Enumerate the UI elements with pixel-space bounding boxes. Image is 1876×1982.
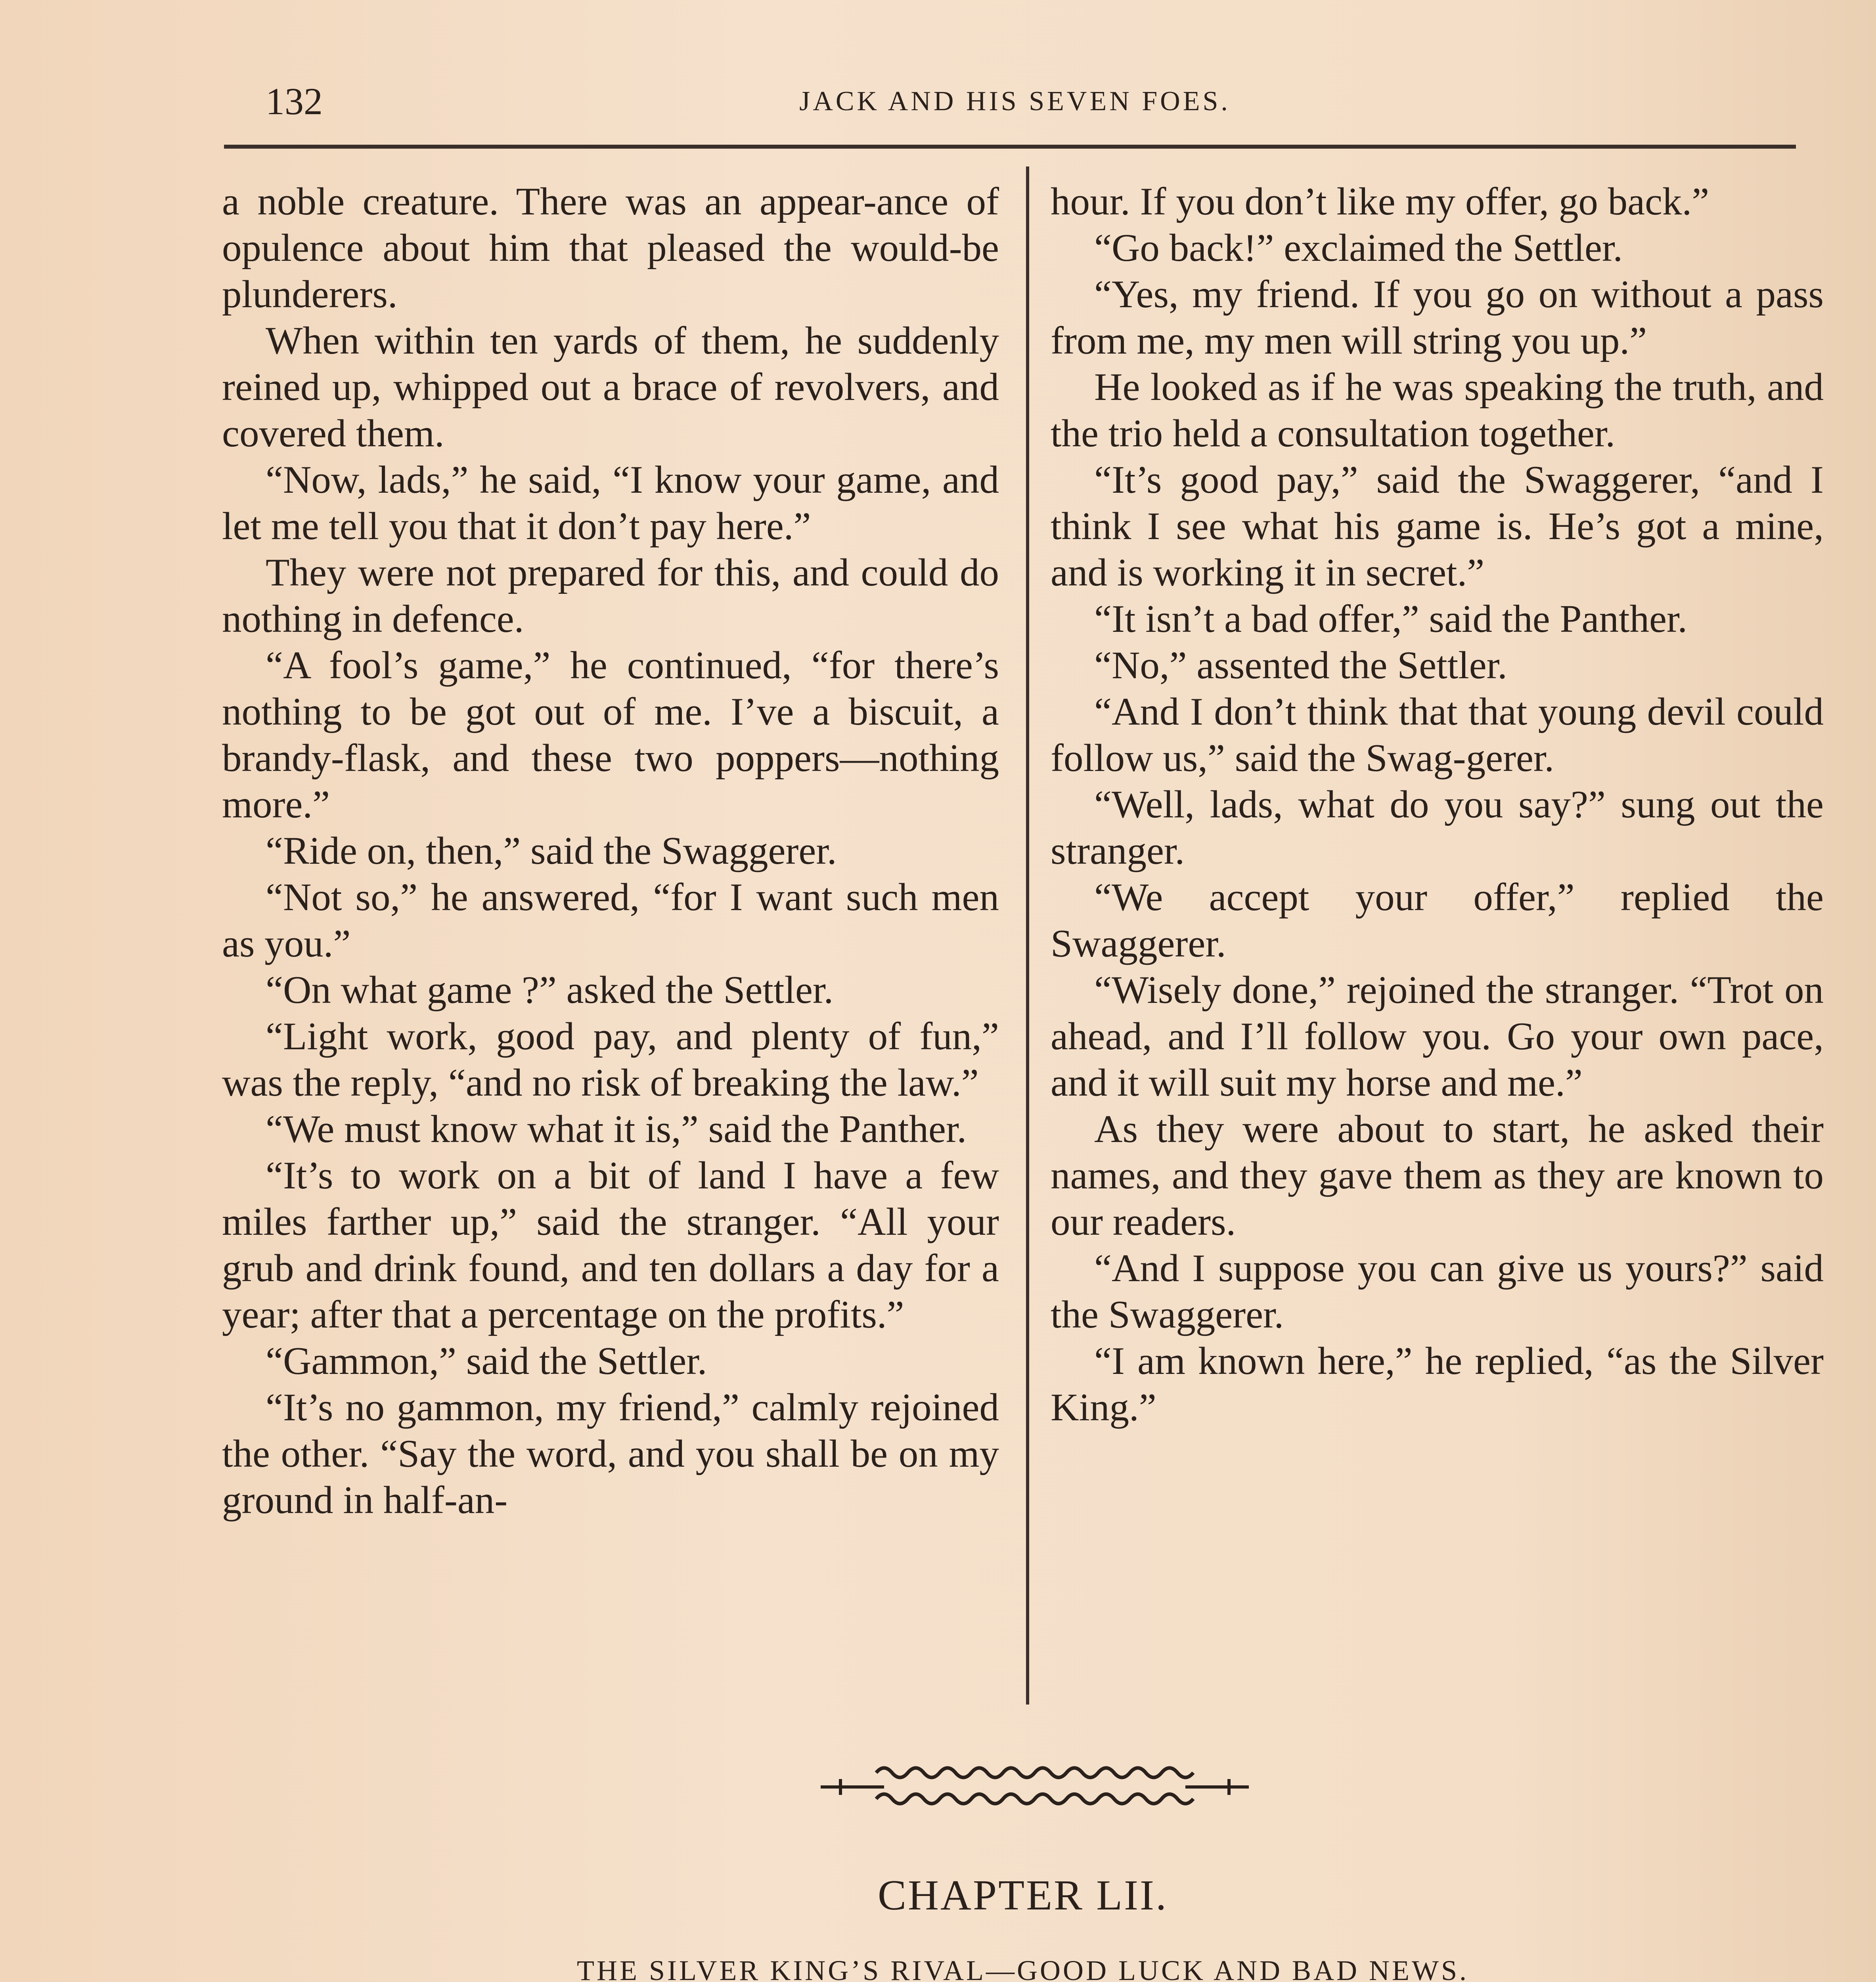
paragraph: “Go back!” exclaimed the Settler. <box>1094 226 1623 270</box>
paragraph: “It’s no gammon, my friend,” calmly rejoined the other. “Say the word, and you shall be on my ground in half-an- <box>222 1386 999 1522</box>
column-divider-top <box>1026 166 1029 1705</box>
paragraph: “Well, lads, what do you say?” sung out the stranger. <box>1051 783 1824 872</box>
ornament-divider <box>813 1756 1257 1816</box>
paragraph: “Not so,” he answered, “for I want such men as you.” <box>222 876 999 965</box>
paragraph: “It’s good pay,” said the Swaggerer, “and I think I see what his game is. He’s got a mine, and is working it in secret.” <box>1051 458 1824 594</box>
paragraph: hour. If you don’t like my offer, go back.” <box>1051 180 1709 223</box>
paragraph: “And I don’t think that that young devil could follow us,” said the Swag-gerer. <box>1051 690 1824 780</box>
chapter-subtitle: THE SILVER KING’S RIVAL—GOOD LUCK AND BAD NEWS. <box>576 1955 1469 1982</box>
paragraph: When within ten yards of them, he suddenly reined up, whipped out a brace of revolvers, and covered them. <box>222 319 999 455</box>
paragraph: “No,” assented the Settler. <box>1094 644 1507 687</box>
paragraph: “And I suppose you can give us yours?” said the Swaggerer. <box>1051 1247 1824 1336</box>
paragraph: He looked as if he was speaking the truth, and the trio held a consultation together. <box>1051 365 1824 455</box>
top-right-column <box>1051 178 1824 1431</box>
page-number: 132 <box>266 80 323 122</box>
running-title: JACK AND HIS SEVEN FOES. <box>799 86 1231 117</box>
paragraph: “Now, lads,” he said, “I know your game, and let me tell you that it don’t pay here.” <box>222 458 999 548</box>
paragraph: They were not prepared for this, and could do nothing in defence. <box>222 551 999 641</box>
paragraph: “Gammon,” said the Settler. <box>266 1339 707 1383</box>
paragraph: “I am known here,” he replied, “as the Silver King.” <box>1051 1339 1824 1429</box>
chapter-title: CHAPTER LII. <box>878 1872 1168 1919</box>
paragraph: “It isn’t a bad offer,” said the Panther. <box>1094 597 1688 641</box>
paragraph: a noble creature. There was an appear-ance of opulence about him that pleased the would-be plunderers. <box>222 180 999 316</box>
paragraph: “It’s to work on a bit of land I have a few miles farther up,” said the stranger. “All your grub and drink found, and ten dollars a day for a year; after that a percentage on the profits.” <box>222 1154 999 1336</box>
paragraph: “Light work, good pay, and plenty of fun,” was the reply, “and no risk of breaking the law.” <box>222 1015 999 1104</box>
paragraph: “Wisely done,” rejoined the stranger. “Trot on ahead, and I’ll follow you. Go your own pace, and it will suit my horse and me.” <box>1051 968 1824 1104</box>
paragraph: “We accept your offer,” replied the Swaggerer. <box>1051 876 1824 965</box>
top-left-column <box>222 178 999 1523</box>
paragraph: “Ride on, then,” said the Swaggerer. <box>266 829 837 872</box>
paragraph: “We must know what it is,” said the Panther. <box>266 1108 967 1151</box>
page-header <box>222 71 1808 143</box>
paragraph: “A fool’s game,” he continued, “for there’s nothing to be got out of me. I’ve a biscuit, a brandy-flask, and these two poppers—nothing more.” <box>222 644 999 826</box>
paragraph: “On what game ?” asked the Settler. <box>266 968 834 1012</box>
paragraph: “Yes, my friend. If you go on without a pass from me, my men will string you up.” <box>1051 273 1824 362</box>
paragraph: As they were about to start, he asked their names, and they gave them as they are known to our readers. <box>1051 1108 1824 1244</box>
header-rule <box>224 145 1796 149</box>
